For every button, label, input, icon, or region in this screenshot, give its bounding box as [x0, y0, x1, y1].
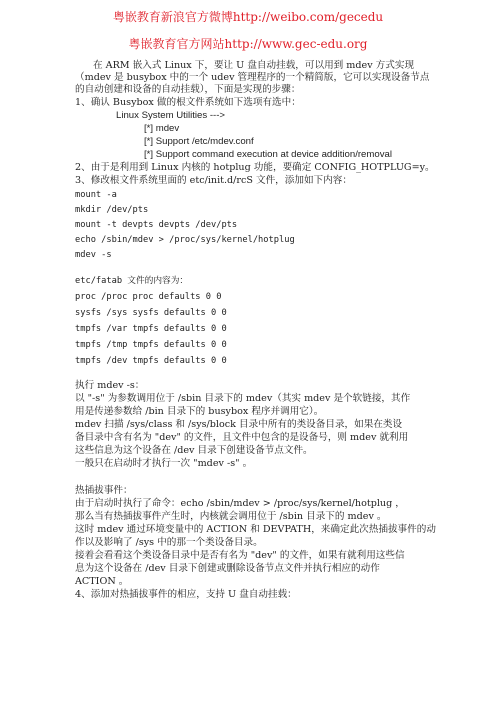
- step1-heading: 1、确认 Busybox 做的根文件系统如下选项有选中：: [75, 97, 301, 108]
- menu-item-command-exec: [*] Support command execution at device addition/removal: [144, 149, 392, 160]
- mdev-s-line: 用是传递参数给 /bin 目录下的 busybox 程序并调用它）。: [75, 406, 324, 417]
- hotplug-line: 这时 mdev 通过环境变量中的 ACTION 和 DEVPATH，来确定此次热插拔事件的动: [75, 524, 436, 535]
- hotplug-line: 接着会看看这个类设备目录中是否有名为 "dev" 的文件，如果有就利用这些信: [75, 550, 405, 561]
- fstab-line: tmpfs /dev tmpfs defaults 0 0: [75, 356, 227, 366]
- step4-heading: 4、添加对热插拔事件的相应，支持 U 盘自动挂载：: [75, 589, 297, 600]
- hotplug-line: 那么当有热插拔事件产生时，内核就会调用位于 /sbin 目录下的 mdev 。: [75, 511, 387, 522]
- fstab-line: sysfs /sys sysfs defaults 0 0: [75, 308, 227, 318]
- rcs-line: mount -a: [75, 190, 117, 200]
- fstab-line: tmpfs /tmp tmpfs defaults 0 0: [75, 340, 227, 350]
- mdev-s-heading: 执行 mdev -s：: [75, 380, 145, 391]
- menu-item-mdev: [*] mdev: [144, 123, 180, 134]
- intro-line-1: 在 ARM 嵌入式 Linux 下，要让 U 盘自动挂载，可以用到 mdev 方式实现: [93, 60, 415, 71]
- hotplug-line: ACTION 。: [75, 576, 129, 587]
- weibo-header-link[interactable]: [0, 10, 496, 24]
- intro-line-3: 的自动创建和设备的自动挂载），下面是实现的步骤：: [75, 84, 301, 95]
- hotplug-heading: 热插拔事件：: [75, 485, 133, 496]
- step3-heading: 3、修改根文件系统里面的 etc/init.d/rcS 文件，添加如下内容：: [75, 175, 352, 186]
- rcs-line: mkdir /dev/pts: [75, 205, 149, 215]
- fstab-line: tmpfs /var tmpfs defaults 0 0: [75, 324, 227, 334]
- site-header-link[interactable]: [0, 37, 496, 51]
- mdev-s-line: mdev 扫描 /sys/class 和 /sys/block 目录中所有的类设备目录，如果在类设: [75, 419, 403, 430]
- fstab-intro: etc/fatab 文件的内容为：: [75, 276, 189, 286]
- mdev-s-line: 备目录中含有名为 "dev" 的文件，且文件中包含的是设备号，则 mdev 就利用: [75, 432, 409, 443]
- site-url-link[interactable]: http://www.gec-edu.org: [224, 37, 368, 51]
- mdev-s-line: 以 "-s" 为参数调用位于 /sbin 目录下的 mdev（其实 mdev 是个软链接，其作: [75, 393, 411, 404]
- step2-heading: 2、由于是利用到 Linux 内核的 hotplug 功能，要确定 CONFIG_HOTPLUG=y。: [75, 162, 435, 173]
- hotplug-line: 由于启动时执行了命令：echo /sbin/mdev > /proc/sys/kernel/hotplug ，: [75, 498, 405, 509]
- rcs-line: echo /sbin/mdev > /proc/sys/kernel/hotplug: [75, 235, 295, 245]
- mdev-s-line: 这些信息为这个设备在 /dev 目录下创建设备节点文件。: [75, 445, 313, 456]
- menu-item-mdev-conf: [*] Support /etc/mdev.conf: [144, 136, 254, 147]
- mdev-s-line: 一般只在启动时才执行一次 "mdev -s" 。: [75, 458, 253, 469]
- menu-title: Linux System Utilities --->: [116, 110, 226, 121]
- rcs-line: mdev -s: [75, 250, 112, 260]
- fstab-line: proc /proc proc defaults 0 0: [75, 292, 222, 302]
- rcs-line: mount -t devpts devpts /dev/pts: [75, 220, 238, 230]
- weibo-header-prefix: 粤嵌教育新浪官方微博: [112, 10, 233, 24]
- weibo-url-link[interactable]: http://weibo.com/gecedu: [232, 10, 384, 24]
- intro-line-2: （mdev 是 busybox 中的一个 udev 管理程序的一个精简版，它可以实现设备节点: [75, 72, 430, 83]
- site-header-prefix: 粤嵌教育官方网站: [128, 37, 225, 51]
- hotplug-line: 息为这个设备在 /dev 目录下创建或删除设备节点文件并执行相应的动作: [75, 563, 380, 574]
- hotplug-line: 作以及影响了 /sys 中的那一个类设备目录。: [75, 537, 263, 548]
